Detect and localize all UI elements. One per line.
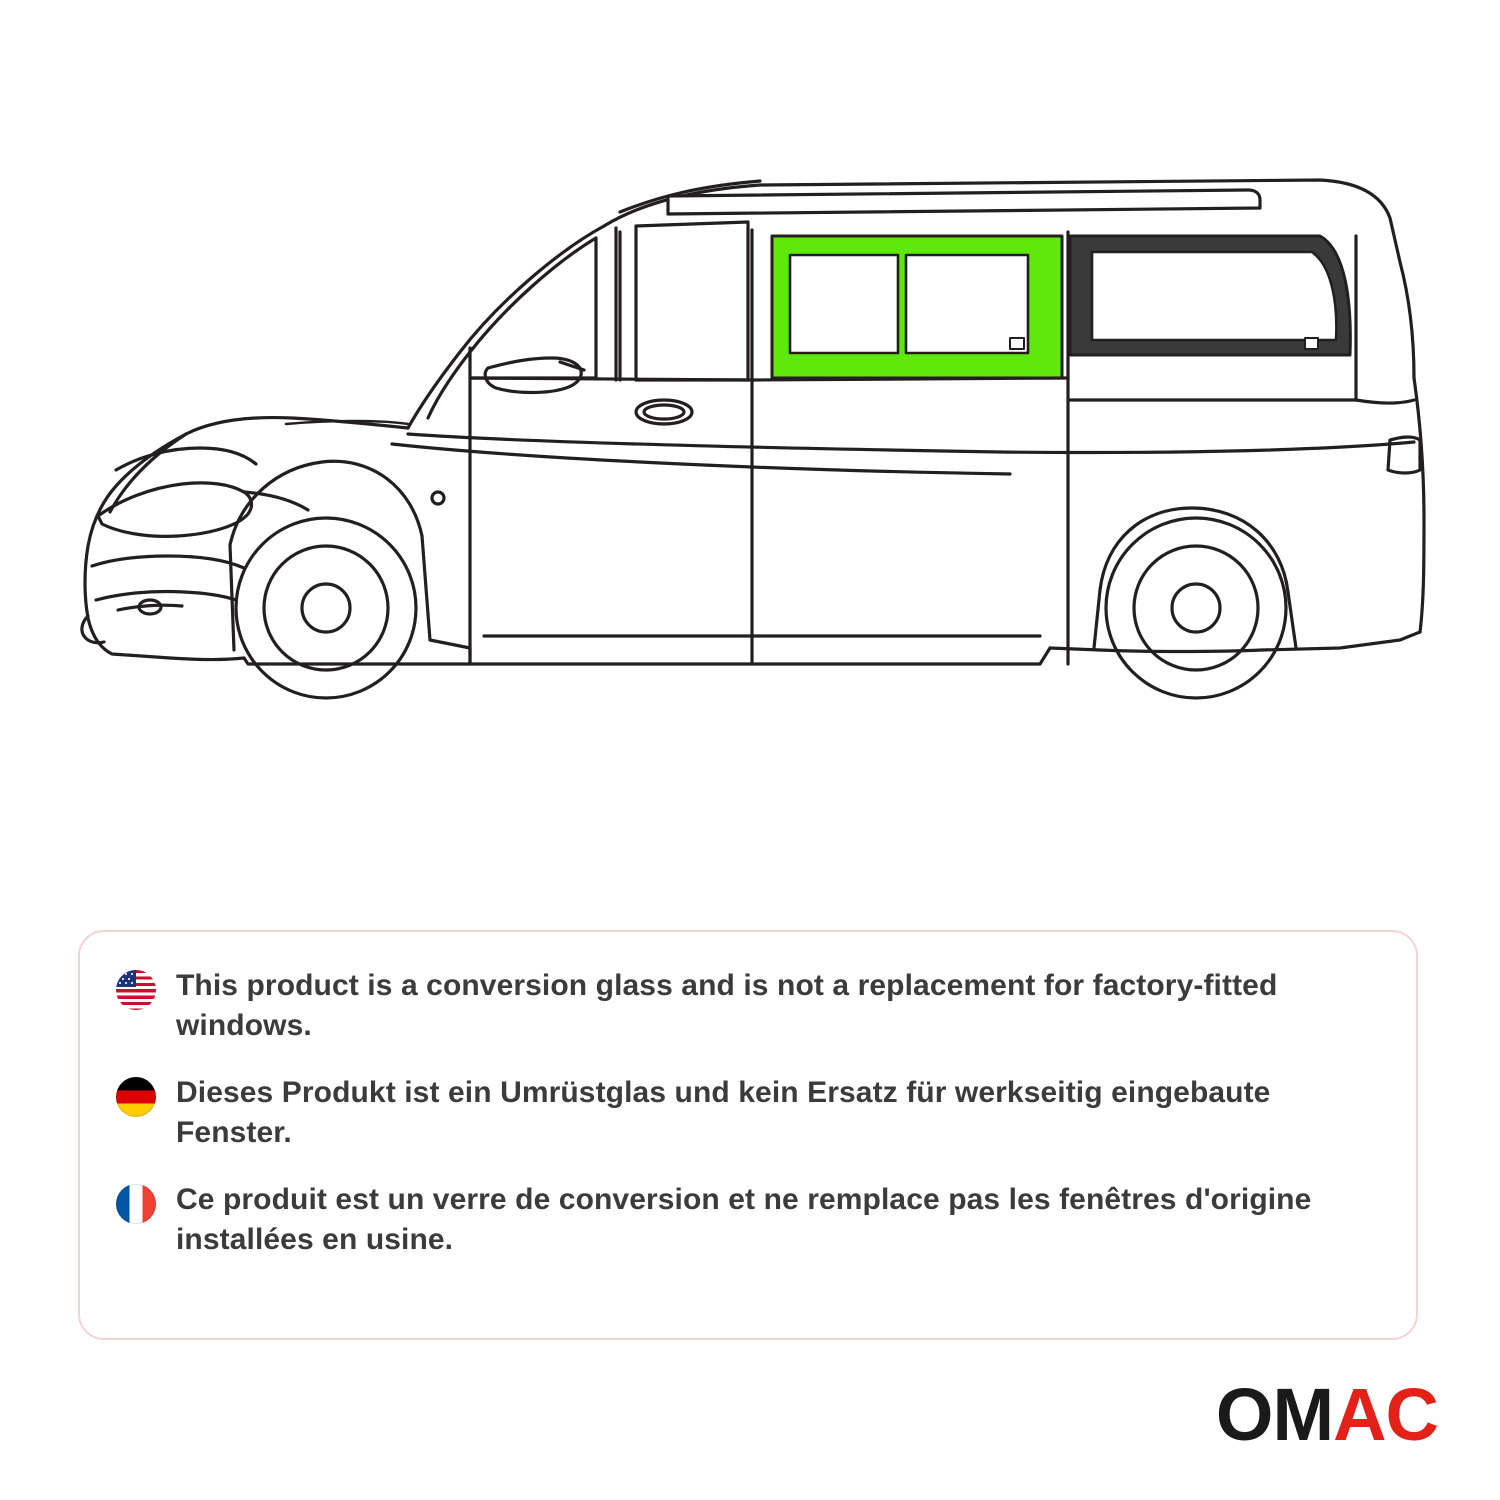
rear-quarter-window-glass xyxy=(1092,252,1336,340)
notice-text-en: This product is a conversion glass and is not a replacement for factory-fitted windows. xyxy=(176,969,1278,1042)
disclaimer-box xyxy=(78,930,1418,1340)
front-arch-front-edge xyxy=(230,545,234,650)
front-lower-body xyxy=(170,658,244,660)
notice-row-fr xyxy=(116,1180,1380,1259)
logo-text-part2: A xyxy=(1333,1373,1386,1456)
logo-text-part1: OM xyxy=(1215,1373,1334,1456)
window-latch xyxy=(1010,338,1024,349)
rear-bumper-lower xyxy=(1262,632,1420,650)
logo-text-part3: C xyxy=(1385,1373,1438,1456)
rear-shoulder xyxy=(1356,400,1414,403)
rear-arch-front-edge xyxy=(1094,590,1100,648)
notice-row-en xyxy=(116,966,1380,1045)
fr-flag-icon xyxy=(116,1184,156,1224)
front-door-window-glass xyxy=(636,222,748,380)
sliding-window-pane-front xyxy=(790,255,898,353)
notice-row-de xyxy=(116,1073,1380,1152)
body-side-crease xyxy=(408,434,1414,453)
rear-wheel-hub xyxy=(1172,584,1220,632)
front-wheel-rim xyxy=(264,546,388,670)
roof-rail xyxy=(668,190,1260,214)
front-bumper-upper-edge xyxy=(92,556,244,568)
omac-logo xyxy=(1215,1373,1438,1456)
front-bumper-lower-edge xyxy=(96,591,236,600)
front-wheel-hub xyxy=(302,584,350,632)
us-flag-icon xyxy=(116,970,156,1010)
front-fender-crease xyxy=(244,492,308,510)
rear-arch-rear-edge xyxy=(1288,592,1296,648)
front-door-handle-inner xyxy=(644,405,684,419)
front-wheel-arch xyxy=(230,461,422,545)
de-flag-icon xyxy=(116,1077,156,1117)
front-door-belt-line xyxy=(470,378,752,380)
front-door-window-pillar xyxy=(470,238,596,378)
front-fender-rear-edge xyxy=(422,536,470,648)
front-fender-marker xyxy=(432,492,444,504)
notice-text-de: Dieses Produkt ist ein Umrüstglas und kein Ersatz für werkseitig eingebaute Fenster. xyxy=(176,1076,1271,1149)
bumper-detail-line xyxy=(118,605,182,610)
rear-window-latch xyxy=(1305,338,1318,349)
rocker-panel xyxy=(470,648,1050,664)
headlamp xyxy=(98,483,251,537)
rear-lower-edge xyxy=(1100,650,1262,652)
rear-body-edge xyxy=(1414,378,1424,632)
hood-line xyxy=(88,418,408,546)
body-side-crease-2 xyxy=(392,444,1010,474)
notice-text-fr: Ce produit est un verre de conversion et ne remplace pas les fenêtres d'origine installées en usine. xyxy=(176,1183,1312,1256)
sliding-door-belt-line xyxy=(752,378,1068,380)
